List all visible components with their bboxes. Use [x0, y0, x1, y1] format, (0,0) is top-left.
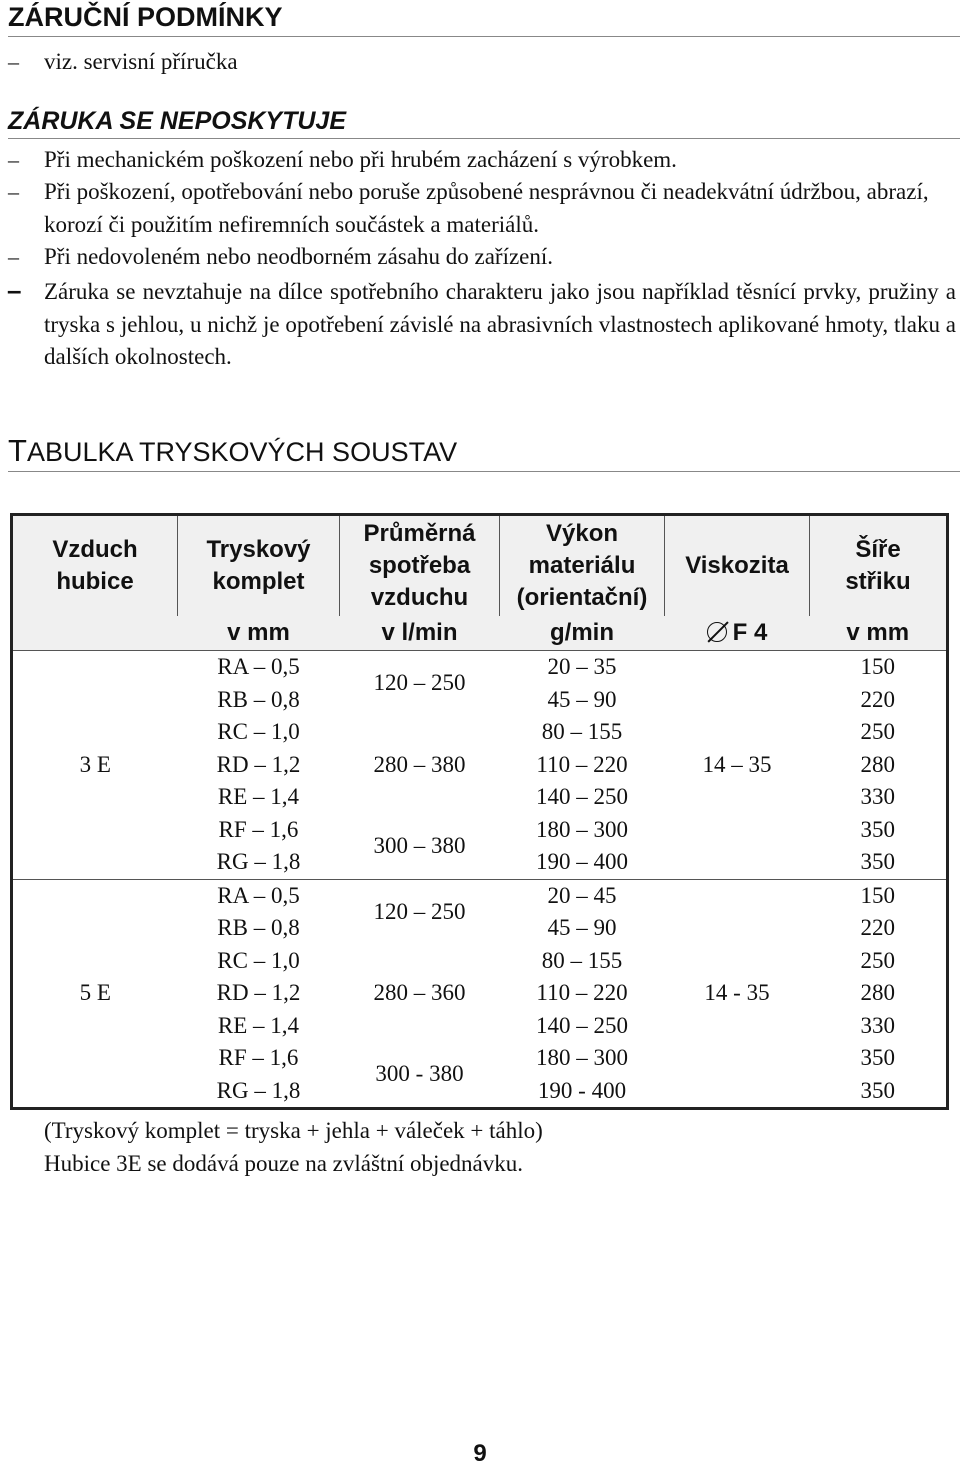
- nozzle-table-heading: TABULKA TRYSKOVÝCH SOUSTAV: [8, 432, 960, 472]
- table-row: [12, 651, 948, 684]
- air-cap-cell: 5 E: [79, 980, 111, 1005]
- unit-viscosity: F 4: [665, 616, 810, 651]
- output-cell: 110 – 220: [536, 751, 628, 777]
- output-cell: 80 – 155: [541, 947, 623, 973]
- exclusion-item-4: Záruka se nevztahuje na dílce spotřebního charakteru jako jsou například těsnící prvky, pružiny a tryska s jehlou, u nichž je opotřebení závislé na abrasivních vlastnostech aplikované hmoty, tlaku a dalších okolnostech.: [44, 279, 956, 369]
- output-cell: 180 – 300: [536, 816, 628, 842]
- width-cell: 330: [860, 1012, 895, 1038]
- air-cell: 300 - 380: [375, 1061, 464, 1087]
- output-cell: 180 – 300: [536, 1045, 628, 1070]
- nozzle-cell: RE – 1,4: [217, 784, 300, 809]
- nozzle-cell: RA – 0,5: [217, 654, 300, 679]
- output-cell: 190 - 400: [537, 1077, 627, 1103]
- page-number: 9: [473, 1440, 487, 1467]
- width-cell: 330: [860, 784, 895, 809]
- nozzle-cell: RF – 1,6: [218, 1045, 299, 1070]
- header-output: Výkon materiálu (orientační): [500, 515, 665, 617]
- air-cell: 300 – 380: [340, 814, 500, 880]
- exclusion-item-2: Při poškození, opotřebování nebo poruše způsobené nesprávnou či neadekvátní údržbou, abrazí, korozí či použitím nefiremních součástek a materiálů.: [44, 179, 929, 237]
- header-air-cap: Vzduch hubice: [12, 515, 178, 617]
- header-spray-width: Šíře střiku: [810, 515, 948, 617]
- dash-bullet: –: [8, 244, 19, 269]
- nozzle-cell: RB – 0,8: [217, 915, 300, 940]
- header-viscosity: Viskozita: [665, 515, 810, 617]
- output-cell: 140 – 250: [536, 784, 628, 809]
- table-notes: [44, 1114, 944, 1180]
- output-cell: 80 – 155: [541, 719, 623, 744]
- dash-bullet: –: [8, 179, 19, 204]
- width-cell: 150: [860, 654, 895, 679]
- unit-spray-width: v mm: [810, 616, 948, 651]
- nozzle-cell: RC – 1,0: [217, 947, 300, 973]
- header-nozzle-set: Tryskový komplet: [178, 515, 340, 617]
- air-cap-cell: 3 E: [12, 651, 178, 880]
- nozzle-cell: RG – 1,8: [178, 846, 340, 879]
- width-cell: 220: [860, 686, 895, 712]
- unit-output: g/min: [500, 616, 665, 651]
- nozzle-cell: RA – 0,5: [217, 882, 300, 908]
- nozzle-cell: RF – 1,6: [218, 816, 299, 842]
- nozzle-cell: RC – 1,0: [217, 719, 300, 744]
- width-cell: 280: [860, 751, 895, 777]
- width-cell: 350: [860, 1077, 895, 1103]
- width-cell: 150: [860, 882, 895, 908]
- unit-air-cap: [12, 616, 178, 651]
- dash-bullet: –: [8, 49, 19, 74]
- air-cell: 280 – 360: [373, 980, 466, 1005]
- unit-nozzle-set: v mm: [178, 616, 340, 651]
- width-cell: 220: [860, 915, 895, 940]
- exclusion-item-3: Při nedovoleném nebo neodborném zásahu do zařízení.: [44, 244, 554, 269]
- air-cell: 120 – 250: [373, 670, 466, 696]
- width-cell: 350: [810, 846, 948, 879]
- viscosity-cell: 14 - 35: [704, 980, 770, 1005]
- width-cell: 350: [860, 1045, 895, 1070]
- nozzle-cell: RG – 1,8: [216, 1077, 301, 1103]
- nozzle-cell: RE – 1,4: [217, 1012, 300, 1038]
- table-unit-row: [12, 616, 948, 651]
- warranty-heading: ZÁRUČNÍ PODMÍNKY: [8, 0, 960, 37]
- output-cell: 20 – 45: [547, 882, 617, 908]
- header-air-consumption: Průměrná spotřeba vzduchu: [340, 515, 500, 617]
- width-cell: 280: [860, 980, 895, 1005]
- air-cell: 280 – 380: [373, 751, 466, 777]
- diameter-icon: [707, 622, 727, 642]
- width-cell: 350: [860, 816, 895, 842]
- output-cell: 45 – 90: [547, 915, 617, 940]
- dash-bullet: –: [8, 147, 19, 172]
- output-cell: 45 – 90: [547, 686, 617, 712]
- air-cell: 120 – 250: [373, 898, 466, 924]
- nozzle-cell: RD – 1,2: [216, 980, 301, 1005]
- exclusion-item-1: Při mechanickém poškození nebo při hrubém zacházení s výrobkem.: [44, 147, 677, 172]
- table-header-row: [12, 515, 948, 617]
- exclusions-heading: ZÁRUKA SE NEPOSKYTUJE: [8, 104, 960, 139]
- warranty-note: viz. servisní příručka: [44, 49, 238, 74]
- nozzle-cell: RB – 0,8: [217, 686, 300, 712]
- output-cell: 110 – 220: [536, 980, 628, 1005]
- nozzle-table: [10, 513, 949, 1110]
- table-row: [12, 879, 948, 912]
- viscosity-cell: 14 – 35: [665, 651, 810, 880]
- unit-air-consumption: v l/min: [340, 616, 500, 651]
- width-cell: 250: [860, 947, 895, 973]
- dash-bullet: –: [7, 275, 22, 305]
- nozzle-cell: RD – 1,2: [216, 751, 301, 777]
- output-cell: 20 – 35: [547, 654, 617, 679]
- output-cell: 140 – 250: [536, 1012, 628, 1038]
- output-cell: 190 – 400: [500, 846, 665, 879]
- note-3e-order: Hubice 3E se dodává pouze na zvláštní objednávku.: [44, 1151, 524, 1176]
- width-cell: 250: [860, 719, 895, 744]
- note-nozzle-set: (Tryskový komplet = tryska + jehla + váleček + táhlo): [44, 1118, 543, 1143]
